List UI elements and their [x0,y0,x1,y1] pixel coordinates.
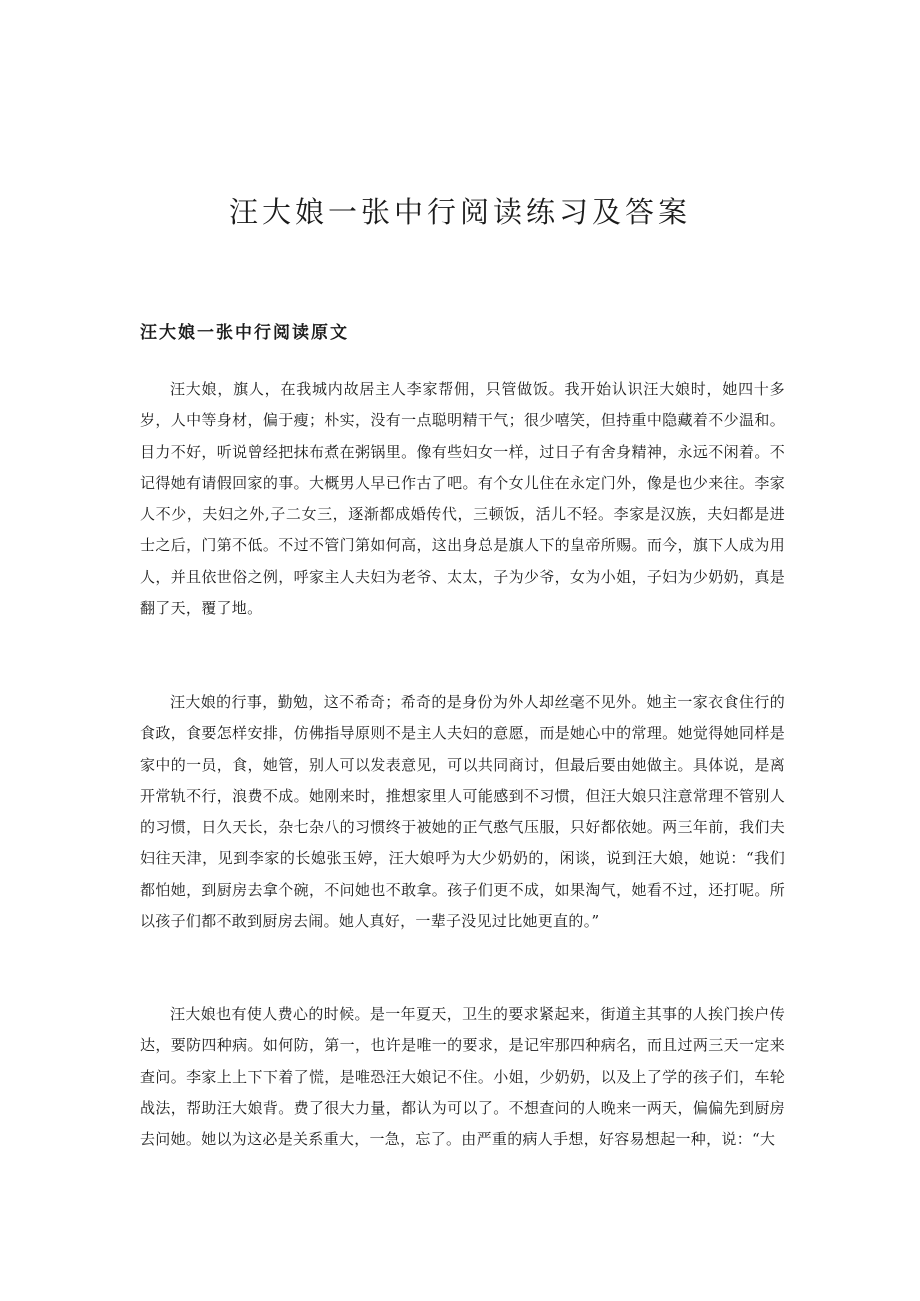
paragraph-3: 汪大娘也有使人费心的时候。是一年夏天，卫生的要求紧起来，街道主其事的人挨门挨户传达，要防四种病。如何防，第一，也许是唯一的要求，是记牢那四种病名，而且过两三天一定来查问。李家上上下下着了慌，是唯恐汪大娘记不住。小姐，少奶奶，以及上了学的孩子们，车轮战法，帮助汪大娘背。费了很大力量，都认为可以了。不想查问的人晚来一两天，偏偏先到厨房去问她。她以为这必是关系重大，一急，忘了。由严重的病人手想，好容易想起一种，说：“大 [140,1005,785,1149]
paragraph-1: 汪大娘，旗人，在我城内故居主人李家帮佣，只管做饭。我开始认识汪大娘时，她四十多岁，人中等身材，偏于瘦；朴实，没有一点聪明精干气；很少嘻笑，但持重中隐藏着不少温和。目力不好，听说曾经把抹布煮在粥锅里。像有些妇女一样，过日子有舍身精神，永远不闲着。不记得她有请假回家的事。大概男人早已作古了吧。有个女儿住在永定门外，像是也少来往。李家人不少，夫妇之外,子二女三，逐渐都成婚传代，三顿饭，活儿不轻。李家是汉族，夫妇都是进士之后，门第不低。不过不管门第如何高，这出身总是旗人下的皇帝所赐。而今，旗下人成为用人，并且依世俗之例，呼家主人夫妇为老爷、太太，子为少爷，女为小姐，子妇为少奶奶，真是翻了天，覆了地。 [140,380,785,618]
section-heading: 汪大娘一张中行阅读原文 [140,323,349,343]
paragraph-2: 汪大娘的行事，勤勉，这不希奇；希奇的是身份为外人却丝毫不见外。她主一家衣食住行的食政，食要怎样安排，仿佛指导原则不是主人夫妇的意愿，而是她心中的常理。她觉得她同样是家中的一员，食，她管，别人可以发表意见，可以共同商讨，但最后要由她做主。具体说，是离开常轨不行，浪费不成。她刚来时，推想家里人可能感到不习惯，但汪大娘只注意常理不管别人的习惯，日久天长，杂七杂八的习惯终于被她的正气憨气压服，只好都依她。两三年前，我们夫妇往天津，见到李家的长媳张玉婷，汪大娘呼为大少奶奶的，闲谈，说到汪大娘，她说：“我们都怕她，到厨房去拿个碗，不问她也不敢拿。孩子们更不成，如果淘气，她看不过，还打呢。所以孩子们都不敢到厨房去闹。她人真好，一辈子没见过比她更直的。” [140,693,785,931]
document-title: 汪大娘一张中行阅读练习及答案 [228,195,691,229]
